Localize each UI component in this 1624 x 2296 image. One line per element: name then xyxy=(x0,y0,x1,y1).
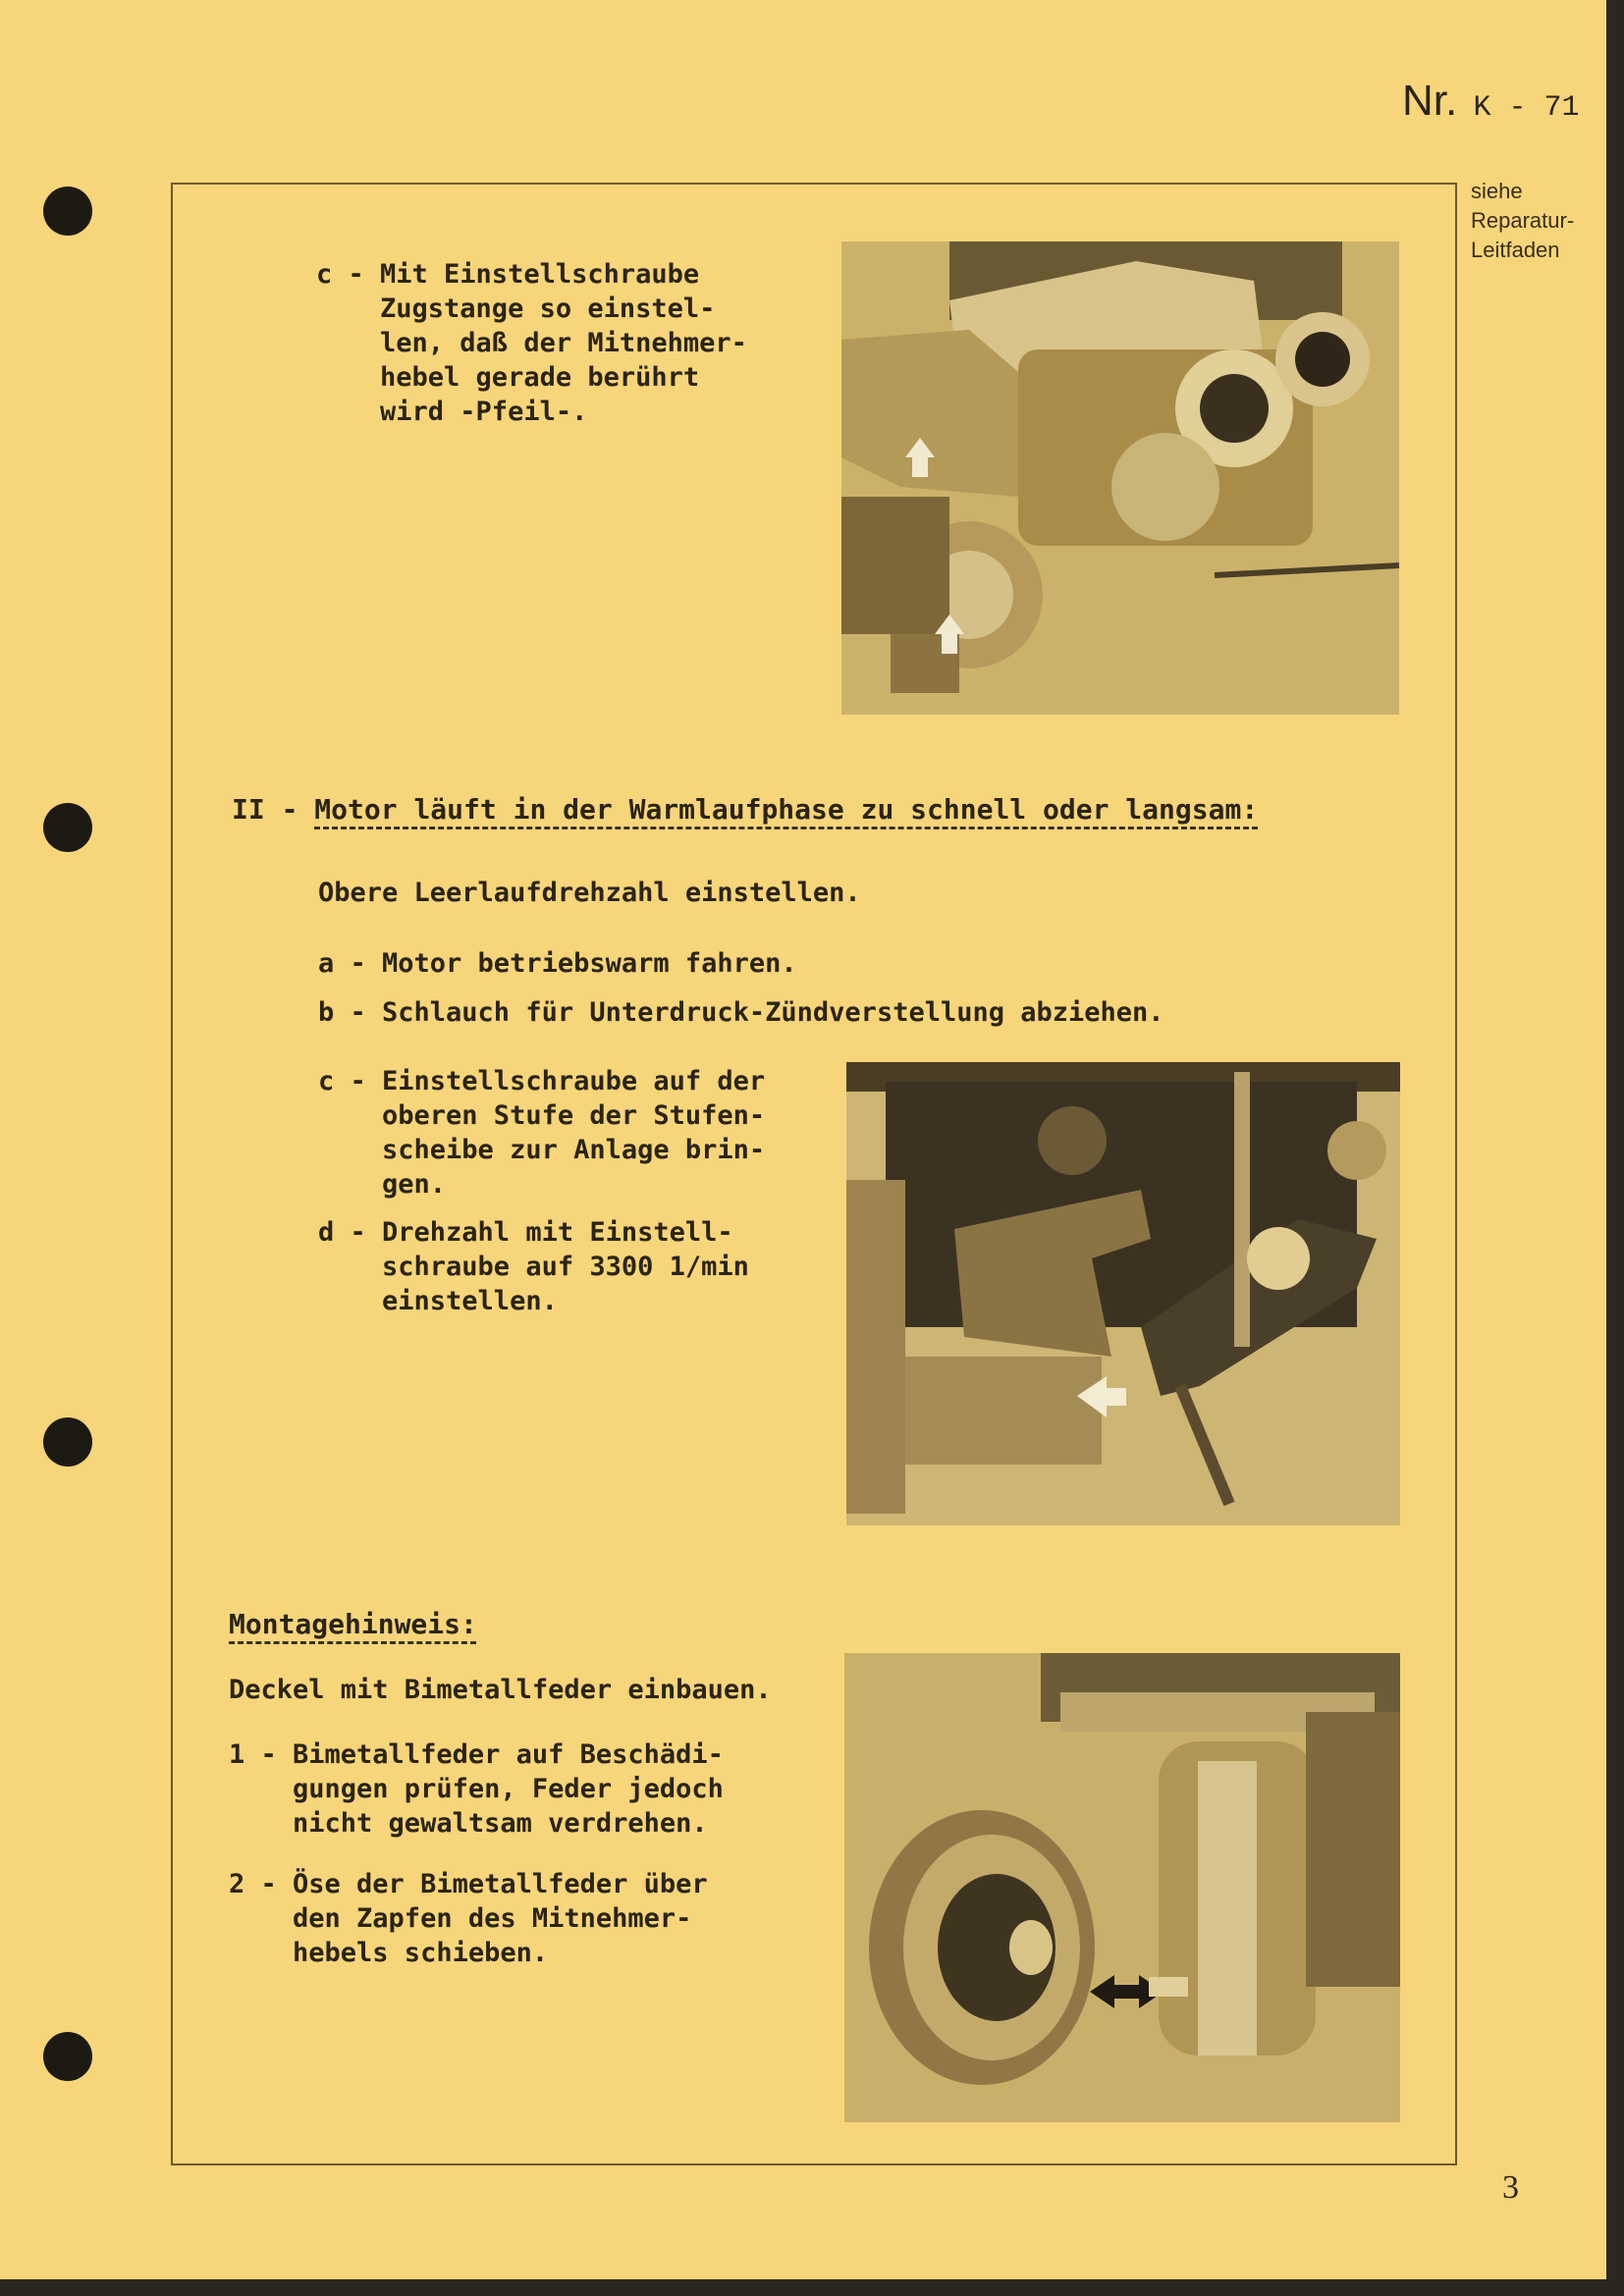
reference-line: Reparatur- xyxy=(1471,208,1575,233)
punch-hole xyxy=(43,2032,92,2081)
reference-line: Leitfaden xyxy=(1471,238,1560,262)
carburetor-photo xyxy=(841,241,1399,715)
step-b-text: b - Schlauch für Unterdruck-Zündverstellung abziehen. xyxy=(318,997,1164,1028)
document-number xyxy=(1402,77,1580,126)
punch-hole xyxy=(43,1417,92,1467)
section-2-prefix: II - xyxy=(232,793,315,826)
step-c-text: c - Einstellschraube auf der oberen Stufe der Stufen- scheibe zur Anlage brin- gen. xyxy=(318,1066,766,1200)
step-2-text: 2 - Öse der Bimetallfeder über den Zapfen des Mitnehmer- hebels schieben. xyxy=(229,1869,708,1968)
punch-hole xyxy=(43,803,92,852)
section-3-heading xyxy=(229,1608,477,1640)
section-2-heading xyxy=(232,793,1258,826)
reference-note xyxy=(1471,177,1574,265)
step-c-text: c - Mit Einstellschraube Zugstange so einstel- len, daß der Mitnehmer- hebel gerade berührt wird -Pfeil-. xyxy=(316,259,747,427)
reference-line: siehe xyxy=(1471,179,1523,203)
bimetal-cover-photo xyxy=(844,1653,1400,2122)
section-3-intro: Deckel mit Bimetallfeder einbauen. xyxy=(229,1675,772,1705)
nr-code: K - 71 xyxy=(1473,91,1580,125)
nr-label: Nr. xyxy=(1402,77,1458,125)
section-3-title: Montagehinweis: xyxy=(229,1608,477,1640)
step-a-text: a - Motor betriebswarm fahren. xyxy=(318,948,797,979)
section-2-intro: Obere Leerlaufdrehzahl einstellen. xyxy=(318,878,861,908)
step-1-text: 1 - Bimetallfeder auf Beschädi- gungen prüfen, Feder jedoch nicht gewaltsam verdrehen. xyxy=(229,1739,724,1839)
throttle-lever-photo xyxy=(846,1062,1400,1525)
punch-hole xyxy=(43,187,92,236)
page-number: 3 xyxy=(1502,2169,1519,2206)
section-2-title: Motor läuft in der Warmlaufphase zu schnell oder langsam: xyxy=(314,793,1259,826)
step-d-text: d - Drehzahl mit Einstell- schraube auf 3300 1/min einstellen. xyxy=(318,1217,749,1316)
